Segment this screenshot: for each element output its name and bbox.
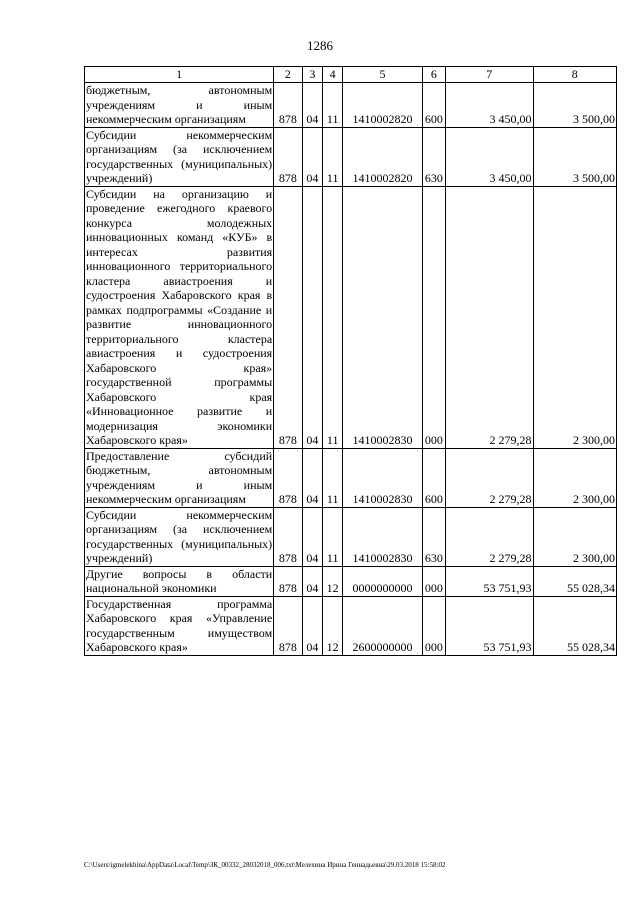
target-article-code: 1410002820	[343, 83, 422, 128]
column-header: 2	[274, 67, 302, 83]
amount-col8: 3 500,00	[533, 83, 616, 128]
column-header: 5	[343, 67, 422, 83]
column-header: 4	[323, 67, 343, 83]
amount-col8: 55 028,34	[533, 566, 616, 596]
row-name: Государственная программа Хабаровского края «Управление государственным имуществом Хабаровского края»	[86, 596, 273, 654]
amount-col7: 3 450,00	[446, 127, 533, 186]
column-header: 6	[422, 67, 445, 83]
expense-type-code: 600	[422, 448, 445, 507]
ministry-code: 878	[274, 448, 302, 507]
ministry-code: 878	[274, 83, 302, 128]
column-header: 8	[533, 67, 616, 83]
subsection-code: 12	[323, 596, 343, 655]
column-header: 3	[302, 67, 322, 83]
section-code: 04	[302, 127, 322, 186]
ministry-code: 878	[274, 566, 302, 596]
ministry-code: 878	[274, 596, 302, 655]
amount-col8: 3 500,00	[533, 127, 616, 186]
table-row	[85, 448, 617, 507]
table-row	[85, 507, 617, 566]
table-header-row	[85, 67, 617, 83]
expense-type-code: 000	[422, 186, 445, 448]
section-code: 04	[302, 448, 322, 507]
amount-col7: 3 450,00	[446, 83, 533, 128]
amount-col7: 53 751,93	[446, 596, 533, 655]
ministry-code: 878	[274, 127, 302, 186]
row-name: Субсидии на организацию и проведение ежегодного краевого конкурса молодежных инновационных команд «КУБ» в интересах развития инновационного территориального кластера авиастроения и судостроения Хабаровского края в рамках подпрограммы «Создание и развитие инновационного территориального кластера авиастроения и судостроения Хабаровского края» государственной программы Хабаровского края «Инновационное развитие и модернизация экономики Хабаровского края»	[86, 186, 273, 447]
expense-type-code: 600	[422, 83, 445, 128]
ministry-code: 878	[274, 186, 302, 448]
section-code: 04	[302, 596, 322, 655]
target-article-code: 2600000000	[343, 596, 422, 655]
target-article-code: 1410002830	[343, 448, 422, 507]
section-code: 04	[302, 507, 322, 566]
expense-type-code: 630	[422, 127, 445, 186]
table-row	[85, 596, 617, 655]
row-name: Субсидии некоммерческим организациям (за исключением государственных (муниципальных) учреждений)	[86, 507, 273, 565]
amount-col7: 53 751,93	[446, 566, 533, 596]
row-name: Субсидии некоммерческим организациям (за исключением государственных (муниципальных) учреждений)	[86, 127, 273, 185]
amount-col7: 2 279,28	[446, 507, 533, 566]
amount-col8: 2 300,00	[533, 186, 616, 448]
section-code: 04	[302, 83, 322, 128]
column-header: 7	[446, 67, 533, 83]
subsection-code: 12	[323, 566, 343, 596]
section-code: 04	[302, 186, 322, 448]
subsection-code: 11	[323, 127, 343, 186]
expense-type-code: 000	[422, 596, 445, 655]
budget-table	[84, 66, 617, 656]
file-path-footer: C:\Users\igmelekhina\AppData\Local\Temp\ЗК_00332_28032018_006.txt\Мелехина Ирина Геннадьевна\29.03.2018 15:58:02	[84, 861, 446, 869]
row-name: бюджетным, автономным учреждениям и иным некоммерческим организациям	[86, 83, 273, 126]
expense-type-code: 000	[422, 566, 445, 596]
page-number: 1286	[307, 38, 333, 53]
amount-col7: 2 279,28	[446, 186, 533, 448]
target-article-code: 1410002830	[343, 186, 422, 448]
target-article-code: 1410002820	[343, 127, 422, 186]
row-name: Другие вопросы в области национальной экономики	[86, 566, 273, 595]
target-article-code: 0000000000	[343, 566, 422, 596]
subsection-code: 11	[323, 186, 343, 448]
target-article-code: 1410002830	[343, 507, 422, 566]
amount-col7: 2 279,28	[446, 448, 533, 507]
table-row	[85, 566, 617, 596]
amount-col8: 2 300,00	[533, 448, 616, 507]
table-row	[85, 186, 617, 448]
subsection-code: 11	[323, 507, 343, 566]
row-name: Предоставление субсидий бюджетным, автономным учреждениям и иным некоммерческим организациям	[86, 448, 273, 506]
ministry-code: 878	[274, 507, 302, 566]
table-row	[85, 83, 617, 128]
subsection-code: 11	[323, 83, 343, 128]
amount-col8: 2 300,00	[533, 507, 616, 566]
expense-type-code: 630	[422, 507, 445, 566]
amount-col8: 55 028,34	[533, 596, 616, 655]
table-row	[85, 127, 617, 186]
section-code: 04	[302, 566, 322, 596]
column-header: 1	[85, 67, 274, 83]
subsection-code: 11	[323, 448, 343, 507]
